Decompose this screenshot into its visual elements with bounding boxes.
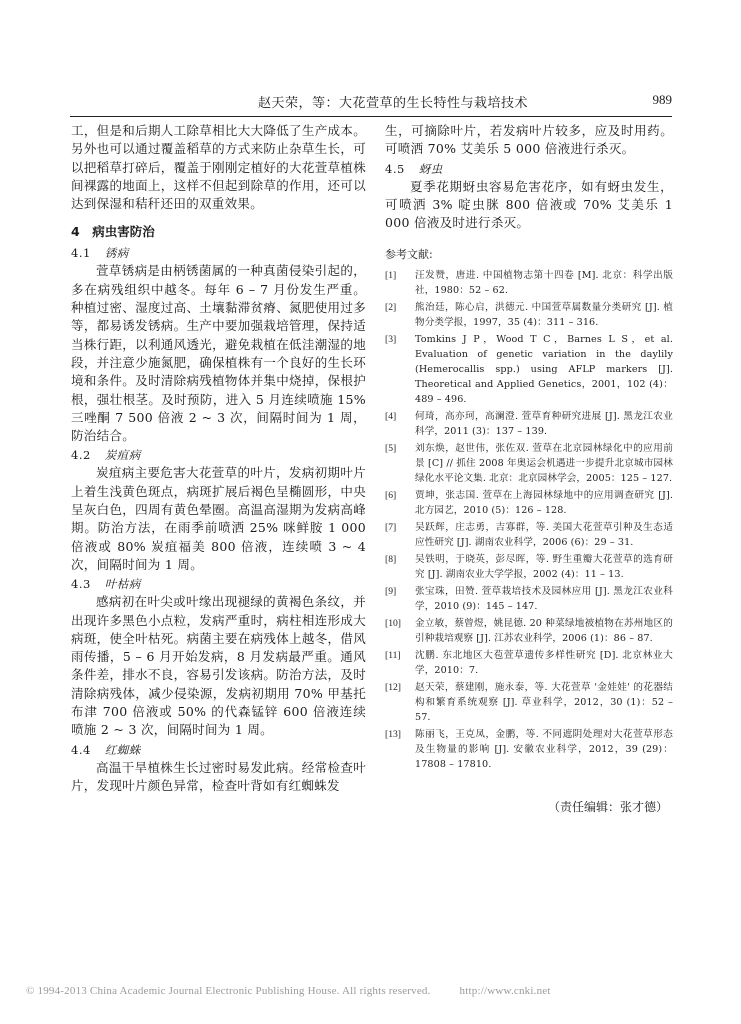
reference-index: [9] bbox=[385, 586, 397, 598]
reference-item bbox=[385, 520, 673, 550]
subsection-number: 4.4 bbox=[71, 742, 91, 757]
reference-item bbox=[385, 552, 673, 582]
reference-text: 何琦，高亦珂，高澜澄. 萱草育种研究进展 [J]. 黑龙江农业科学，2011 (3)：137 – 139. bbox=[415, 411, 673, 438]
reference-index: [10] bbox=[385, 618, 401, 630]
reference-text: Tomkins J P，Wood T C，Barnes L S，et al. Evaluation of genetic variation in the daylily (Hemerocallis spp.) using AFLP markers [J]. Theoretical and Applied Genetics，2001，102 (4)：489 – 496. bbox=[415, 334, 673, 406]
subsection-title: 锈病 bbox=[104, 246, 129, 261]
reference-text: 张宝珠，田赞. 萱草栽培技术及园林应用 [J]. 黑龙江农业科学，2010 (9)：145 – 147. bbox=[415, 586, 673, 613]
reference-item bbox=[385, 488, 673, 518]
reference-text: 吴铁明，于晓英，彭尽晖，等. 野生重瓣大花萱草的选育研究 [J]. 湖南农业大学学报，2002 (4)：11 – 13. bbox=[415, 554, 673, 581]
subsection-4-1-heading bbox=[71, 245, 366, 262]
responsible-editor: （责任编辑：张才德） bbox=[548, 800, 669, 814]
reference-item bbox=[385, 441, 673, 486]
right-column bbox=[385, 122, 673, 774]
subsection-title: 炭疽病 bbox=[104, 448, 141, 463]
reference-item bbox=[385, 727, 673, 772]
reference-item bbox=[385, 300, 673, 330]
subsection-4-3-heading bbox=[71, 576, 366, 593]
subsection-4-5-text: 夏季花期蚜虫容易危害花序，如有蚜虫发生，可喷洒 3% 啶虫脒 800 倍液或 70% 艾美乐 1 000 倍液及时进行杀灭。 bbox=[385, 178, 673, 231]
subsection-title: 蚜虫 bbox=[418, 161, 443, 176]
footer-link[interactable]: http://www.cnki.net bbox=[459, 985, 551, 997]
subsection-4-2-text: 炭疽病主要危害大花萱草的叶片，发病初期叶片上着生浅黄色斑点，病斑扩展后褐色呈椭圆形，中央呈灰白色，四周有黄色晕圈。高温高湿期为发病高峰期。防治方法，在雨季前喷洒 25% 咪鲜胺 1 000倍液或 80% 炭疽福美 800 倍液，连续喷 3 ~ 4 次，间隔时间为 1 周。 bbox=[71, 465, 366, 572]
subsection-number: 4.5 bbox=[385, 161, 405, 176]
reference-item bbox=[385, 332, 673, 407]
reference-item bbox=[385, 584, 673, 614]
subsection-4-2-heading bbox=[71, 447, 366, 464]
reference-item bbox=[385, 616, 673, 646]
reference-index: [1] bbox=[385, 270, 397, 282]
reference-text: 吴跃辉，庄志勇，吉寡群，等. 美国大花萱草引种及生态适应性研究 [J]. 湖南农业科学，2006 (6)：29 – 31. bbox=[415, 522, 673, 549]
reference-item bbox=[385, 648, 673, 678]
subsection-4-5-heading bbox=[385, 161, 673, 178]
reference-text: 熊治廷，陈心启，洪德元. 中国萱草属数量分类研究 [J]. 植物分类学报，1997，35 (4)：311 – 316. bbox=[415, 302, 673, 329]
reference-text: 沈鹏. 东北地区大苞萱草遗传多样性研究 [D]. 北京林业大学，2010：7. bbox=[415, 650, 673, 677]
page-number: 989 bbox=[652, 92, 672, 107]
reference-item bbox=[385, 409, 673, 439]
reference-index: [11] bbox=[385, 650, 401, 662]
subsection-number: 4.1 bbox=[71, 246, 91, 261]
reference-text: 陈丽飞，王克凤，金鹏，等. 不同遮阴处理对大花萱草形态及生物量的影响 [J]. 安徽农业科学，2012，39 (29)：17808 – 17810. bbox=[415, 729, 673, 771]
reference-text: 汪发赞，唐进. 中国植物志第十四卷 [M]. 北京：科学出版社，1980：52 – 62. bbox=[415, 270, 673, 297]
reference-index: [12] bbox=[385, 682, 401, 694]
reference-index: [13] bbox=[385, 729, 401, 741]
reference-index: [2] bbox=[385, 302, 397, 314]
page-footer bbox=[26, 985, 726, 997]
reference-index: [6] bbox=[385, 490, 397, 502]
reference-text: 赵天荣，蔡建刚，施永泰，等. 大花萱草 '金娃娃' 的花器结构和繁育系统观察 [J]. 草业科学，2012，30 (1)：52 – 57. bbox=[415, 682, 673, 724]
running-header bbox=[70, 92, 672, 117]
reference-item bbox=[385, 268, 673, 298]
continuation-paragraph: 生，可摘除叶片，若发病叶片较多，应及时用药。可喷洒 70% 艾美乐 5 000 倍液进行杀灭。 bbox=[385, 123, 673, 157]
reference-item bbox=[385, 680, 673, 725]
subsection-title: 叶枯病 bbox=[104, 577, 141, 592]
reference-text: 刘东焕，赵世伟，张佐双. 萱草在北京园林绿化中的应用前景 [C] // 抓住 2008 年奥运会机遇进一步提升北京城市园林绿化水平论文集. 北京：北京园林学会，2005：125 – 127. bbox=[415, 443, 673, 485]
reference-index: [7] bbox=[385, 522, 397, 534]
reference-text: 贾坤，张志国. 萱草在上海园林绿地中的应用调查研究 [J]. 北方园艺，2010 (5)：126 – 128. bbox=[415, 490, 673, 517]
subsection-title: 红蜘蛛 bbox=[104, 742, 141, 757]
intro-paragraph: 工，但是和后期人工除草相比大大降低了生产成本。另外也可以通过覆盖稻草的方式来防止杂草生长，可以把稻草打碎后，覆盖于刚刚定植好的大花萱草植株间裸露的地面上，这样不但起到除草的作用，还可以达到保湿和秸秆还田的双重效果。 bbox=[71, 123, 366, 212]
reference-text: 金立敏，蔡曾煜，姚昆德. 20 种菜绿地被植物在苏州地区的引种栽培观察 [J]. 江苏农业科学，2006 (1)：86 – 87. bbox=[415, 618, 673, 645]
subsection-number: 4.3 bbox=[71, 577, 91, 592]
subsection-number: 4.2 bbox=[71, 448, 91, 463]
reference-index: [5] bbox=[385, 443, 397, 455]
reference-index: [3] bbox=[385, 334, 397, 346]
reference-list bbox=[385, 268, 673, 772]
subsection-4-4-heading bbox=[71, 742, 366, 759]
subsection-4-1-text: 萱草锈病是由柄锈菌属的一种真菌侵染引起的，多在病残组织中越冬。每年 6 – 7 月份发生严重。种植过密、湿度过高、土壤黏滞贫瘠、氮肥使用过多等，都易诱发锈病。生产中要加强栽培管理，保持适当株行距，以利通风透光，避免栽植在低洼潮湿的地段，并注意少施氮肥，确保植株有一个良好的生长环境和条件。及时清除病残植物体并集中烧掉，保根护根，强壮根茎。及时预防，进入 5 月连续喷施 15% 三唑酮 7 500 倍液 2 ~ 3 次，间隔时间为 1 周，防治结合。 bbox=[71, 263, 366, 444]
running-title: 赵天荣，等：大花萱草的生长特性与栽培技术 bbox=[258, 96, 529, 111]
copyright-notice: © 1994-2013 China Academic Journal Electronic Publishing House. All rights reserved. bbox=[26, 985, 431, 997]
left-column bbox=[71, 122, 366, 795]
subsection-4-4-text: 高温干旱植株生长过密时易发此病。经常检查叶片，发现叶片颜色异常，检查叶背如有红蜘蛛发 bbox=[71, 759, 366, 793]
references-heading: 参考文献: bbox=[385, 248, 433, 262]
reference-index: [8] bbox=[385, 554, 397, 566]
reference-index: [4] bbox=[385, 411, 397, 423]
subsection-4-3-text: 感病初在叶尖或叶缘出现褪绿的黄褐色条纹，并出现许多黑色小点粒，发病严重时，病柱相连形成大病斑，使全叶枯死。病菌主要在病残体上越冬，借风雨传播，5 – 6 月开始发病，8 月发病最严重。通风条件差，排水不良，容易引发该病。防治方法，及时清除病残体，减少侵染源，发病初期用 70% 甲基托布津 700 倍液或 50% 的代森锰锌 600 倍液连续喷施 2 ~ 3 次，间隔时间为 1 周。 bbox=[71, 594, 366, 738]
section-4-heading: 4 病虫害防治 bbox=[71, 224, 155, 240]
